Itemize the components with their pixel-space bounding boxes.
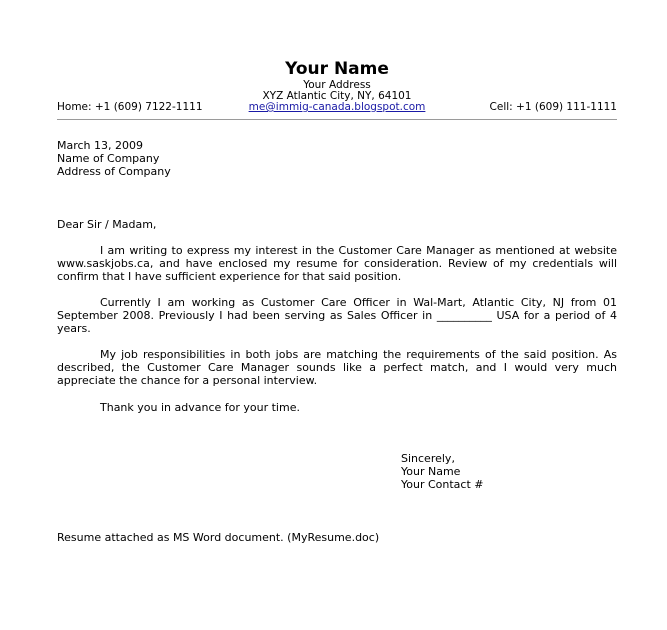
sign-off: Sincerely, [401, 452, 455, 465]
body-paragraph-1: I am writing to express my interest in the Customer Care Manager as mentioned at website www.saskjobs.ca, and have enclosed my resume for consideration. Review of my credentials will confirm that I have sufficient experience for that said position. [57, 244, 617, 283]
attachment-note: Resume attached as MS Word document. (MyResume.doc) [57, 531, 380, 544]
cover-letter-page [57, 0, 617, 630]
sender-name: Your Name [285, 59, 389, 79]
body-paragraph-4: Thank you in advance for your time. [100, 401, 300, 414]
recipient-block [57, 139, 617, 178]
letter-date: March 13, 2009 [57, 139, 144, 152]
contact-row [57, 101, 617, 114]
company-address: Address of Company [57, 165, 171, 178]
sender-address-line1: Your Address [303, 79, 371, 91]
home-phone: Home: +1 (609) 7122-1111 [57, 101, 203, 113]
cell-phone: Cell: +1 (609) 111-1111 [489, 101, 617, 113]
body-paragraph-3: My job responsibilities in both jobs are matching the requirements of the said position. As described, the Customer Care Manager sounds like a perfect match, and I would very much appreciate the chance for a personal interview. [57, 348, 617, 387]
header-divider [57, 119, 617, 120]
body-paragraph-2: Currently I am working as Customer Care Officer in Wal-Mart, Atlantic City, NJ from 01 September 2008. Previously I had been serving as Sales Officer in __________ USA for a period of 4 years. [57, 296, 617, 335]
email-link[interactable]: me@immig-canada.blogspot.com [248, 101, 426, 113]
closing-block [401, 452, 484, 491]
closing-contact: Your Contact # [401, 478, 484, 491]
closing-name: Your Name [401, 465, 461, 478]
salutation: Dear Sir / Madam, [57, 218, 157, 231]
sender-address-line2: XYZ Atlantic City, NY, 64101 [262, 90, 412, 102]
company-name: Name of Company [57, 152, 160, 165]
